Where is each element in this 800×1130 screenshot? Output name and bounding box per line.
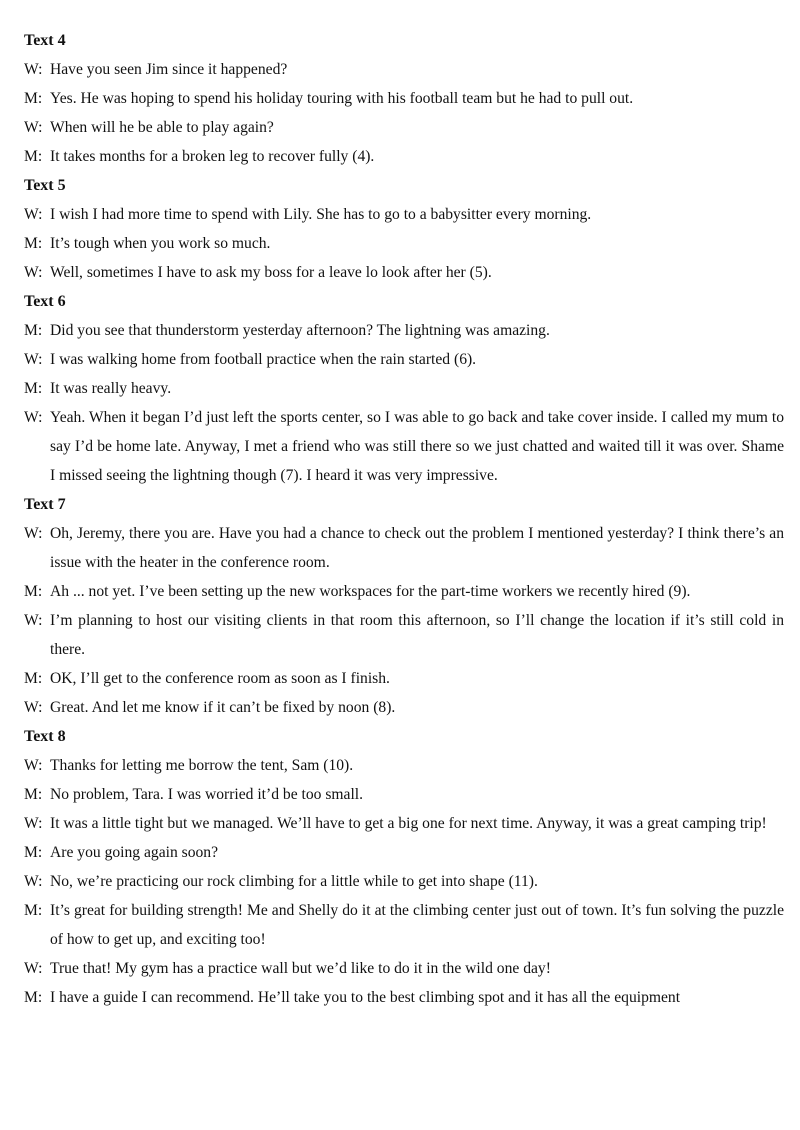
dialogue-line xyxy=(24,606,784,664)
transcript-document xyxy=(24,26,784,1012)
transcript-section xyxy=(24,171,784,287)
dialogue-line xyxy=(24,55,784,84)
speaker-label: M: xyxy=(24,786,43,803)
transcript-section xyxy=(24,490,784,722)
dialogue-line xyxy=(24,577,784,606)
dialogue-text: When will he be able to play again? xyxy=(50,119,274,136)
speaker-label: M: xyxy=(24,670,43,687)
speaker-label: W: xyxy=(24,119,43,136)
dialogue-line xyxy=(24,84,784,113)
dialogue-text: Yes. He was hoping to spend his holiday touring with his football team but he had to pull out. xyxy=(50,90,634,107)
dialogue-line xyxy=(24,316,784,345)
dialogue-text: I have a guide I can recommend. He’ll take you to the best climbing spot and it has all the equipment xyxy=(50,989,681,1006)
dialogue-text: Well, sometimes I have to ask my boss for a leave lo look after her (5). xyxy=(50,264,492,281)
section-heading: Text 5 xyxy=(24,177,66,194)
dialogue-text: It takes months for a broken leg to recover fully (4). xyxy=(50,148,375,165)
dialogue-text: It was really heavy. xyxy=(50,380,172,397)
section-heading: Text 6 xyxy=(24,293,66,310)
dialogue-text: Oh, Jeremy, there you are. Have you had a chance to check out the problem I mentioned yesterday? I think there’s an issue with the heater in the conference room. xyxy=(50,525,784,571)
dialogue-line xyxy=(24,200,784,229)
dialogue-text: Have you seen Jim since it happened? xyxy=(50,61,288,78)
dialogue-text: It’s tough when you work so much. xyxy=(50,235,271,252)
dialogue-text: No problem, Tara. I was worried it’d be too small. xyxy=(50,786,364,803)
dialogue-line xyxy=(24,374,784,403)
dialogue-text: Are you going again soon? xyxy=(50,844,219,861)
speaker-label: W: xyxy=(24,206,43,223)
dialogue-text: Did you see that thunderstorm yesterday afternoon? The lightning was amazing. xyxy=(50,322,550,339)
dialogue-text: It’s great for building strength! Me and Shelly do it at the climbing center just out of town. It’s fun solving the puzzle of how to get up, and exciting too! xyxy=(50,902,784,948)
dialogue-text: I was walking home from football practice when the rain started (6). xyxy=(50,351,477,368)
dialogue-text: Great. And let me know if it can’t be fixed by noon (8). xyxy=(50,699,396,716)
dialogue-text: OK, I’ll get to the conference room as soon as I finish. xyxy=(50,670,390,687)
speaker-label: W: xyxy=(24,873,43,890)
speaker-label: M: xyxy=(24,989,43,1006)
dialogue-line xyxy=(24,693,784,722)
speaker-label: M: xyxy=(24,902,43,919)
speaker-label: W: xyxy=(24,757,43,774)
dialogue-text: No, we’re practicing our rock climbing for a little while to get into shape (11). xyxy=(50,873,538,890)
speaker-label: M: xyxy=(24,583,43,600)
speaker-label: M: xyxy=(24,90,43,107)
dialogue-text: Yeah. When it began I’d just left the sports center, so I was able to go back and take cover inside. I called my mum to say I’d be home late. Anyway, I met a friend who was still there so we just chatted and waited till it was over. Shame I missed seeing the lightning though (7). I heard it was very impressive. xyxy=(50,409,784,484)
speaker-label: W: xyxy=(24,612,43,629)
dialogue-line xyxy=(24,345,784,374)
dialogue-text: I’m planning to host our visiting clients in that room this afternoon, so I’ll change the location if it’s still cold in there. xyxy=(50,612,784,658)
speaker-label: W: xyxy=(24,525,43,542)
dialogue-line xyxy=(24,896,784,954)
speaker-label: M: xyxy=(24,844,43,861)
transcript-section xyxy=(24,26,784,171)
dialogue-text: I wish I had more time to spend with Lily. She has to go to a babysitter every morning. xyxy=(50,206,592,223)
speaker-label: W: xyxy=(24,699,43,716)
dialogue-text: True that! My gym has a practice wall but we’d like to do it in the wild one day! xyxy=(50,960,551,977)
dialogue-line xyxy=(24,954,784,983)
section-heading: Text 7 xyxy=(24,496,66,513)
speaker-label: M: xyxy=(24,380,43,397)
section-heading: Text 4 xyxy=(24,32,66,49)
dialogue-line xyxy=(24,838,784,867)
dialogue-line xyxy=(24,867,784,896)
speaker-label: W: xyxy=(24,351,43,368)
transcript-section xyxy=(24,287,784,490)
speaker-label: W: xyxy=(24,409,43,426)
speaker-label: M: xyxy=(24,235,43,252)
dialogue-line xyxy=(24,809,784,838)
speaker-label: W: xyxy=(24,960,43,977)
dialogue-line xyxy=(24,142,784,171)
transcript-section xyxy=(24,722,784,1012)
dialogue-text: Thanks for letting me borrow the tent, Sam (10). xyxy=(50,757,354,774)
speaker-label: W: xyxy=(24,61,43,78)
speaker-label: W: xyxy=(24,815,43,832)
dialogue-line xyxy=(24,751,784,780)
speaker-label: W: xyxy=(24,264,43,281)
dialogue-line xyxy=(24,519,784,577)
speaker-label: M: xyxy=(24,148,43,165)
dialogue-line xyxy=(24,258,784,287)
speaker-label: M: xyxy=(24,322,43,339)
dialogue-text: It was a little tight but we managed. We’ll have to get a big one for next time. Anyway, it was a great camping trip! xyxy=(50,815,767,832)
section-heading: Text 8 xyxy=(24,728,66,745)
dialogue-line xyxy=(24,403,784,490)
dialogue-line xyxy=(24,664,784,693)
dialogue-line xyxy=(24,113,784,142)
dialogue-line xyxy=(24,780,784,809)
dialogue-line xyxy=(24,229,784,258)
dialogue-line xyxy=(24,983,784,1012)
dialogue-text: Ah ... not yet. I’ve been setting up the new workspaces for the part-time workers we recently hired (9). xyxy=(50,583,691,600)
